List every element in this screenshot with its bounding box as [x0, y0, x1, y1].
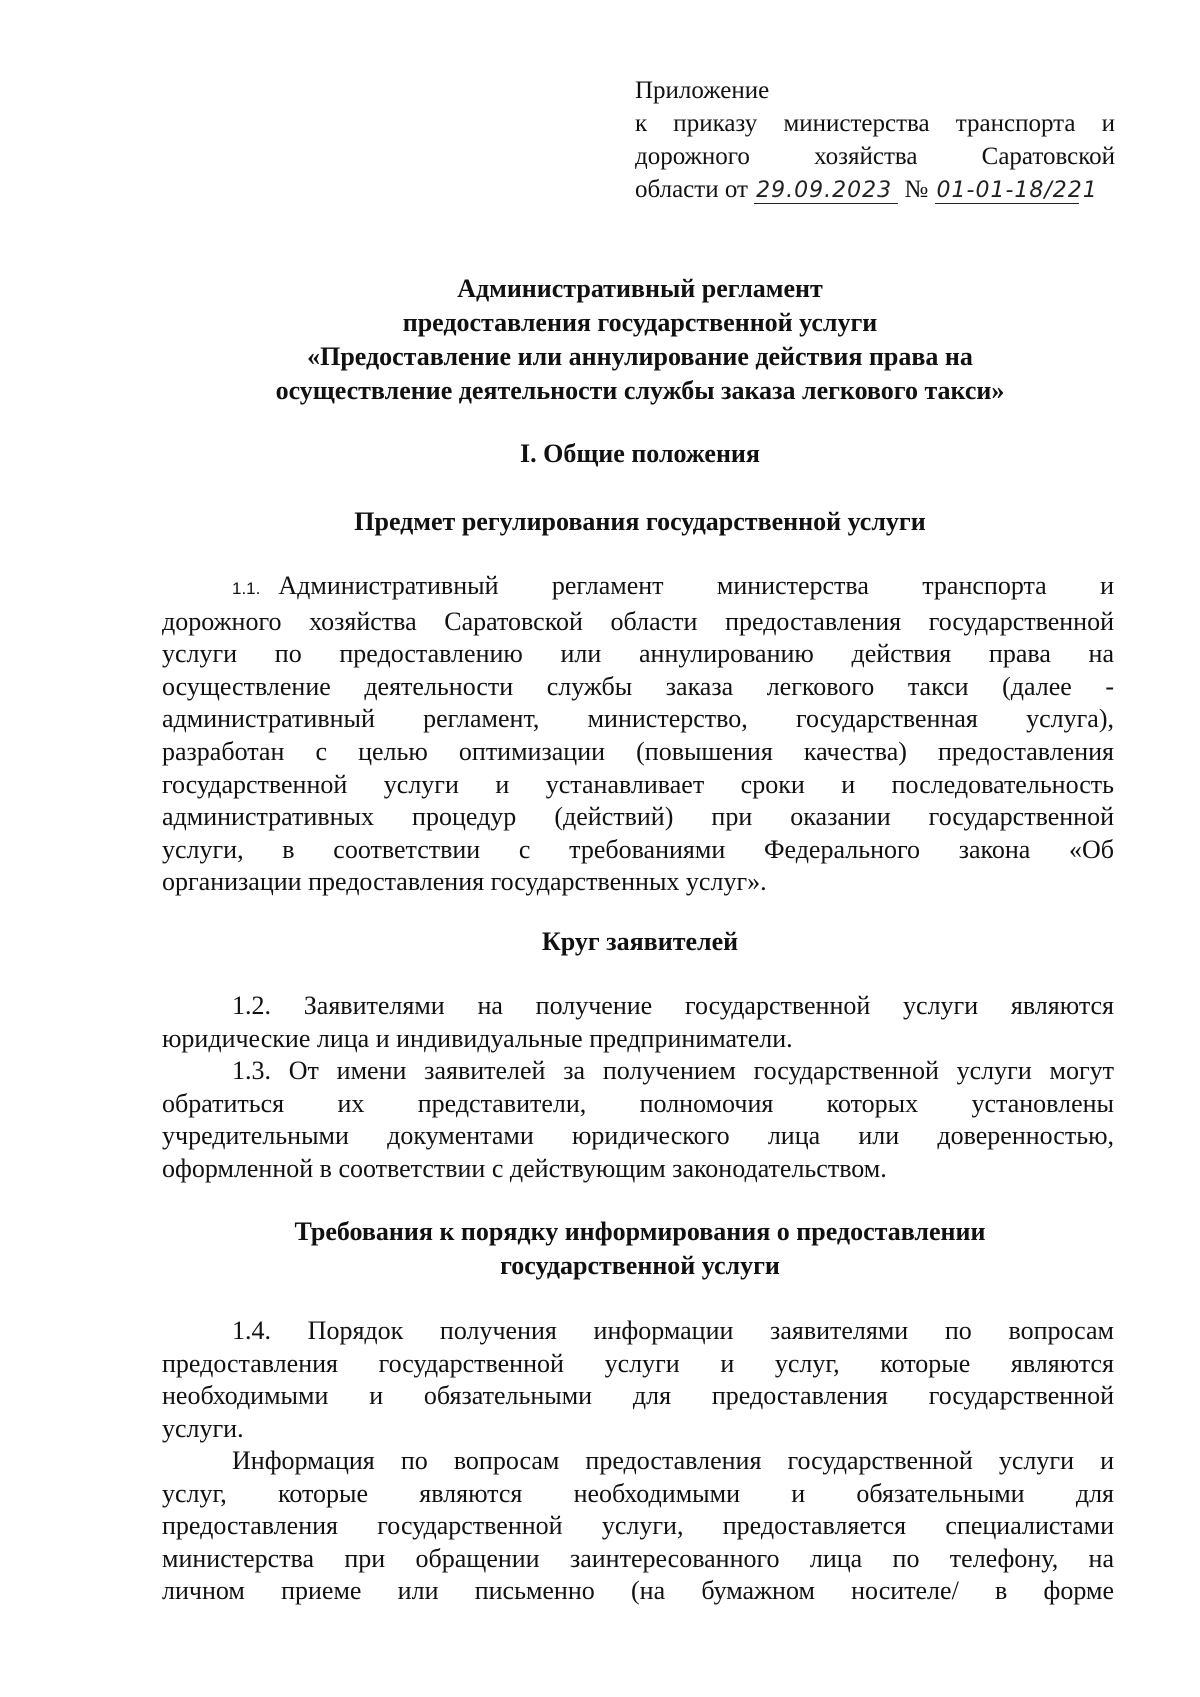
paragraph-1-2 — [162, 990, 1114, 1055]
paragraph-line: административных процедур (действий) при оказании государственной — [162, 802, 1114, 832]
paragraph-line: административный регламент, министерство, государственная услуга), — [162, 704, 1114, 734]
paragraph-1-4 — [162, 1315, 1114, 1445]
paragraph-line: необходимыми и обязательными для предоставления государственной — [162, 1381, 1114, 1411]
title-line-2: предоставления государственной услуги — [402, 308, 878, 337]
title-line-3: «Предоставление или аннулирование действия права на — [307, 342, 973, 371]
paragraph-line: обратиться их представители, полномочия которых установлены — [162, 1088, 1114, 1118]
paragraph-line: личном приеме или письменно (на бумажном носителе/ в форме — [162, 1576, 1114, 1606]
handwritten-order-number: 01-01-18/221 — [936, 178, 1098, 203]
paragraph-information — [162, 1445, 1114, 1608]
paragraph-line: оформленной в соответствии с действующим законодательством. — [162, 1153, 887, 1183]
paragraph-number: 1.1. — [232, 579, 261, 598]
paragraph-line: предоставления государственной услуги и услуг, которые являются — [162, 1348, 1114, 1378]
paragraph-line: услуги по предоставлению или аннулированию действия права на — [162, 639, 1114, 669]
paragraph-line: 1.2. Заявителями на получение государственной услуги являются — [232, 991, 1114, 1020]
appendix-label: Приложение — [635, 77, 770, 104]
paragraph-line: Информация по вопросам предоставления государственной услуги и — [232, 1446, 1114, 1475]
title-line-4: осуществление деятельности службы заказа легкового такси» — [275, 376, 1005, 405]
title-line-1: Административный регламент — [457, 274, 823, 303]
paragraph-line: услуги. — [162, 1413, 244, 1443]
paragraph-line: 1.3. От имени заявителей за получением государственной услуги могут — [232, 1056, 1114, 1085]
heading-subject-regulation: Предмет регулирования государственной услуги — [354, 507, 926, 536]
appendix-block — [635, 74, 1115, 206]
number-sign: № — [904, 176, 929, 203]
section-heading-general: I. Общие положения — [520, 439, 760, 468]
paragraph-line: юридические лица и индивидуальные предприниматели. — [162, 1023, 793, 1053]
paragraph-line: 1.1. Административный регламент министерства транспорта и — [232, 571, 1114, 600]
paragraph-1-1 — [162, 570, 1114, 899]
handwritten-date: 29.09.2023 — [754, 179, 898, 204]
heading-applicants: Круг заявителей — [541, 927, 739, 956]
appendix-order-line: к приказу министерства транспорта и — [635, 110, 1115, 137]
heading-information-requirements — [160, 1215, 1120, 1283]
paragraph-line: учредительными документами юридического лица или доверенностью, — [162, 1121, 1114, 1151]
paragraph-line: разработан с целью оптимизации (повышения качества) предоставления — [162, 736, 1114, 766]
heading-line-2: государственной услуги — [500, 1251, 780, 1280]
heading-line-1: Требования к порядку информирования о предоставлении — [294, 1217, 986, 1246]
paragraph-line: государственной услуги и устанавливает сроки и последовательность — [162, 769, 1114, 799]
paragraph-line: услуги, в соответствии с требованиями Федерального закона «Об — [162, 834, 1114, 864]
paragraph-line: 1.4. Порядок получения информации заявителями по вопросам — [232, 1316, 1114, 1345]
paragraph-line: осуществление деятельности службы заказа легкового такси (далее - — [162, 671, 1114, 701]
paragraph-line: услуг, которые являются необходимыми и обязательными для — [162, 1478, 1114, 1508]
document-title — [160, 272, 1120, 408]
paragraph-line: дорожного хозяйства Саратовской области предоставления государственной — [162, 606, 1114, 636]
paragraph-1-3 — [162, 1055, 1114, 1185]
appendix-ministry-line: дорожного хозяйства Саратовской — [635, 143, 1115, 170]
appendix-region-text: области от — [635, 176, 748, 203]
paragraph-line: министерства при обращении заинтересованного лица по телефону, на — [162, 1543, 1114, 1573]
appendix-date-line — [635, 173, 1115, 206]
paragraph-line: организации предоставления государственных услуг». — [162, 867, 767, 897]
paragraph-line: предоставления государственной услуги, предоставляется специалистами — [162, 1511, 1114, 1541]
